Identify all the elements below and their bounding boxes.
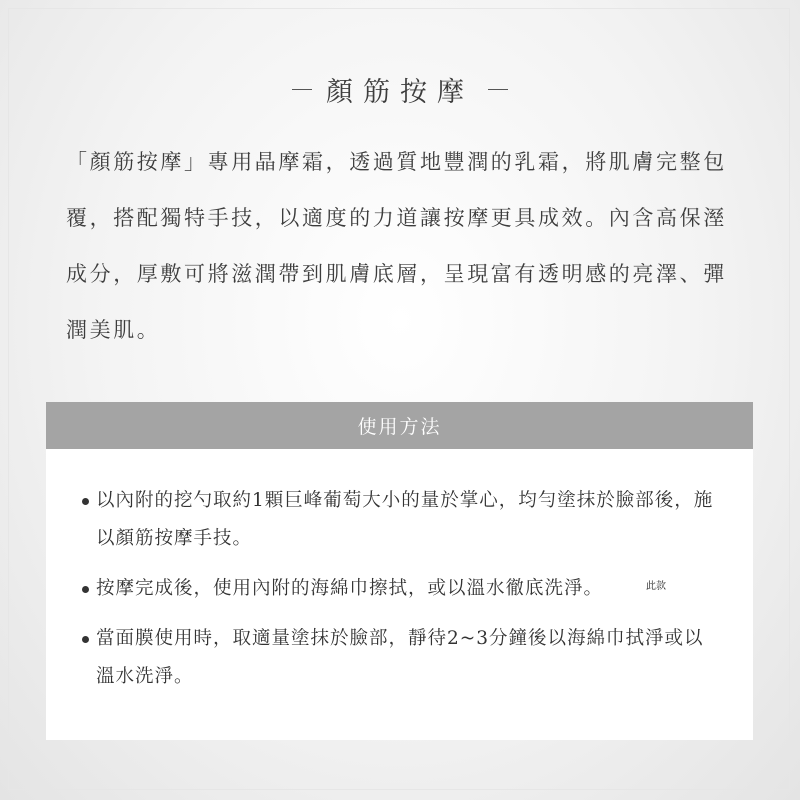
bullet-icon [82, 636, 89, 643]
usage-step-2 [82, 570, 722, 608]
usage-title: 使用方法 [357, 416, 442, 438]
usage-header [46, 402, 753, 449]
bullet-icon [82, 586, 89, 593]
usage-step-text: 以內附的挖勺取約1顆巨峰葡萄大小的量於掌心，均勻塗抹於臉部後，施以顏筋按摩手技。 [96, 490, 714, 549]
title-dash-right [488, 89, 508, 90]
usage-step-text: 按摩完成後，使用內附的海綿巾擦拭，或以溫水徹底洗淨。 [96, 578, 604, 599]
handwritten-annotation: 此款 [646, 581, 666, 592]
title-dash-left [292, 89, 312, 90]
usage-step-text: 當面膜使用時，取適量塗抹於臉部，靜待2~3分鐘後以海綿巾拭淨或以溫水洗淨。 [96, 628, 704, 687]
usage-panel [46, 402, 753, 740]
usage-step-1 [82, 482, 722, 558]
page-title [0, 70, 800, 109]
page-title-text: 顏筋按摩 [326, 77, 474, 108]
usage-steps [82, 482, 722, 708]
intro-paragraph: 「顏筋按摩」專用晶摩霜，透過質地豐潤的乳霜，將肌膚完整包覆，搭配獨特手技，以適度的力道讓按摩更具成效。內含高保溼成分，厚敷可將滋潤帶到肌膚底層，呈現富有透明感的亮澤、彈潤美肌。 [66, 150, 727, 342]
bullet-icon [82, 498, 89, 505]
usage-step-3 [82, 620, 722, 696]
